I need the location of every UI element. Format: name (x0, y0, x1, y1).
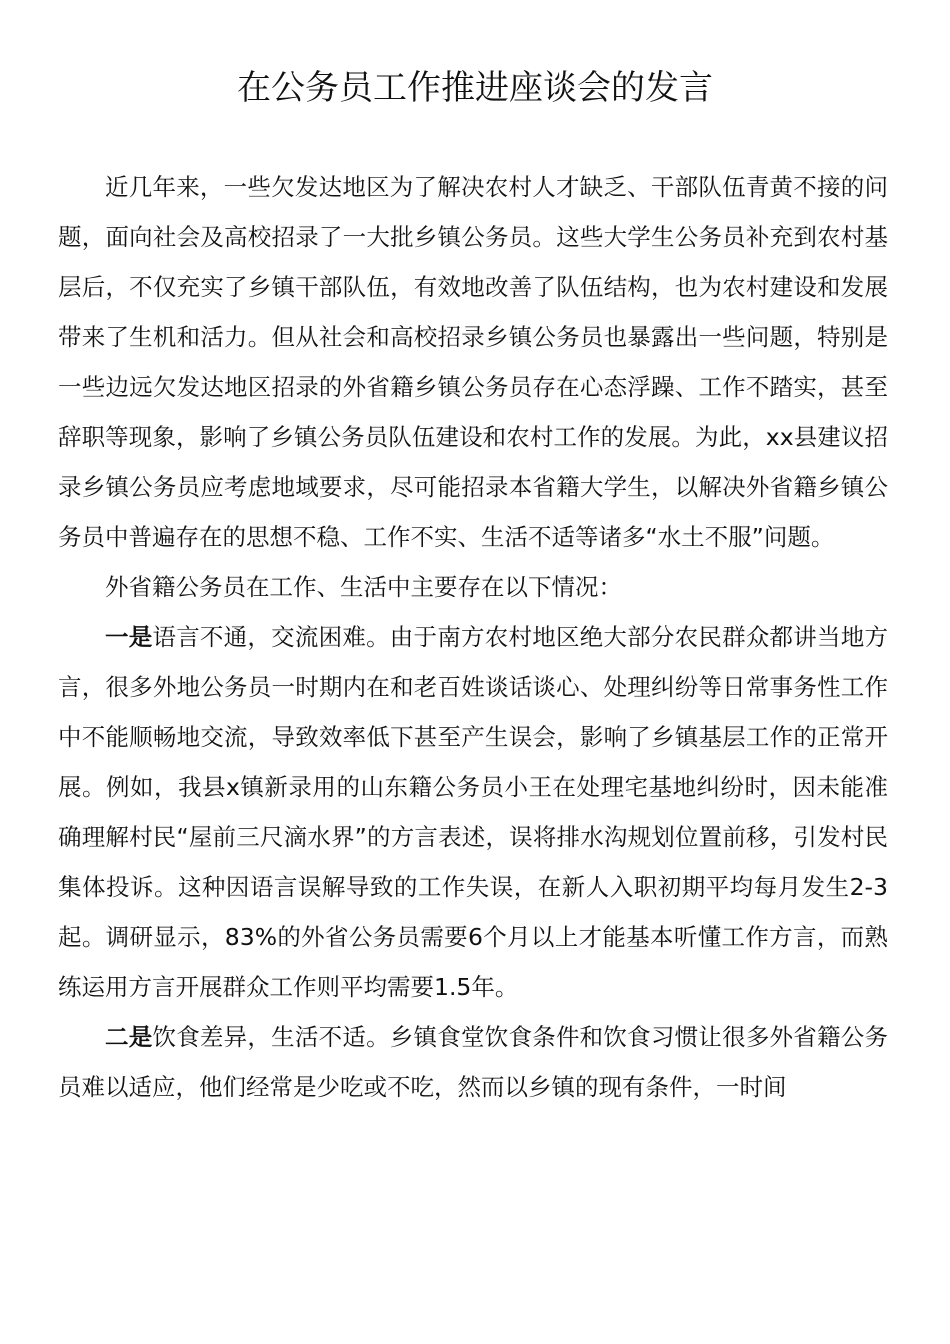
paragraph-text: 外省籍公务员在工作、生活中主要存在以下情况： (105, 573, 622, 601)
paragraph-intro (58, 162, 888, 562)
document-body (58, 162, 888, 1112)
paragraph-text: 饮食差异，生活不适。乡镇食堂饮食条件和饮食习惯让很多外省籍公务员难以适应，他们经常是少吃或不吃，然而以乡镇的现有条件，一时间 (58, 1023, 888, 1101)
paragraph-point-one (58, 612, 888, 1012)
paragraph-text: 语言不通，交流困难。由于南方农村地区绝大部分农民群众都讲当地方言，很多外地公务员一时期内在和老百姓谈话谈心、处理纠纷等日常事务性工作中不能顺畅地交流，导致效率低下甚至产生误会，影响了乡镇基层工作的正常开展。例如，我县x镇新录用的山东籍公务员小王在处理宅基地纠纷时，因未能准确理解村民“屋前三尺滴水界”的方言表述，误将排水沟规划位置前移，引发村民集体投诉。这种因语言误解导致的工作失误，在新人入职初期平均每月发生2-3起。调研显示，83%的外省公务员需要6个月以上才能基本听懂工作方言，而熟练运用方言开展群众工作则平均需要1.5年。 (58, 623, 888, 1001)
document-title: 在公务员工作推进座谈会的发言 (237, 68, 713, 108)
paragraph-situations (58, 562, 888, 612)
paragraph-lead: 一是 (105, 623, 153, 651)
paragraph-lead: 二是 (105, 1023, 153, 1051)
paragraph-point-two (58, 1012, 888, 1112)
paragraph-text: 近几年来，一些欠发达地区为了解决农村人才缺乏、干部队伍青黄不接的问题，面向社会及高校招录了一大批乡镇公务员。这些大学生公务员补充到农村基层后，不仅充实了乡镇干部队伍，有效地改善了队伍结构，也为农村建设和发展带来了生机和活力。但从社会和高校招录乡镇公务员也暴露出一些问题，特别是一些边远欠发达地区招录的外省籍乡镇公务员存在心态浮躁、工作不踏实，甚至辞职等现象，影响了乡镇公务员队伍建设和农村工作的发展。为此，xx县建议招录乡镇公务员应考虑地域要求，尽可能招录本省籍大学生，以解决外省籍乡镇公务员中普遍存在的思想不稳、工作不实、生活不适等诸多“水土不服”问题。 (58, 173, 888, 551)
